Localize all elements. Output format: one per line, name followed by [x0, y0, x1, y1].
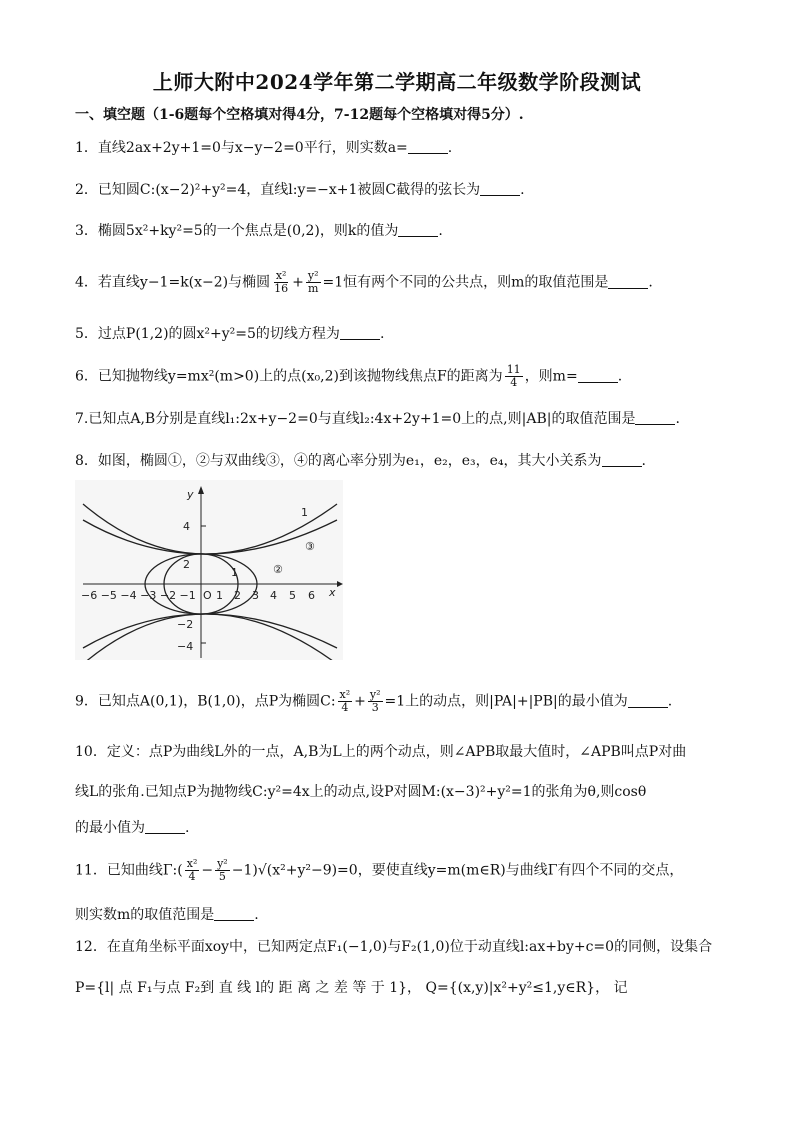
answer-blank[interactable] [214, 906, 254, 921]
question-number: 2． [75, 182, 98, 198]
answer-blank[interactable] [628, 693, 668, 708]
x-tick-label: 3 [252, 589, 259, 602]
denominator: 5 [218, 870, 226, 883]
operator: + [292, 274, 304, 291]
question-7 [75, 408, 680, 430]
question-number: 7. [75, 411, 89, 427]
question-11-line-1 [75, 858, 683, 883]
question-3 [75, 220, 443, 242]
question-number: 8． [75, 453, 98, 469]
denominator: 4 [188, 870, 196, 883]
conic-graph [75, 480, 343, 660]
question-text: 线L的张角.已知点P为抛物线C:y²=4x上的动点,设P对圆M:(x−3)²+y²=1的张角为θ,则cosθ [75, 784, 647, 800]
question-number: 9． [75, 693, 98, 710]
answer-blank[interactable] [145, 819, 185, 834]
question-end: . [447, 140, 453, 156]
question-number: 6． [75, 368, 98, 385]
curve-label-3: ③ [305, 540, 315, 553]
question-text: 定义：点P为曲线L外的一点，A,B为L上的两个动点，则∠APB取最大值时，∠APB叫点P对曲 [106, 744, 687, 760]
origin-label: O [203, 589, 212, 602]
question-4 [75, 270, 653, 295]
answer-blank[interactable] [408, 139, 448, 154]
x-tick-label: 4 [270, 589, 277, 602]
question-text: 已知抛物线y=mx²(m>0)上的点(x₀,2)到该抛物线焦点F的距离为 [97, 368, 503, 385]
answer-blank[interactable] [602, 452, 642, 467]
fraction [215, 858, 230, 883]
fraction [338, 689, 353, 714]
question-text: 过点P(1,2)的圆x²+y²=5的切线方程为 [97, 326, 340, 342]
question-number: 4． [75, 274, 98, 291]
y-tick-label: −2 [177, 618, 194, 631]
y-tick-label: 2 [183, 558, 190, 571]
fraction [368, 689, 383, 714]
operator: + [354, 693, 366, 710]
question-2 [75, 179, 525, 201]
answer-blank[interactable] [608, 274, 648, 289]
x-tick-labels-negative: −6 −5 −4 −3 −2 −1 [81, 589, 196, 602]
fraction [185, 858, 200, 883]
exam-title: 上师大附中2024学年第二学期高二年级数学阶段测试 [152, 70, 642, 94]
question-6 [75, 364, 622, 389]
answer-blank[interactable] [398, 222, 438, 237]
numerator: x² [275, 269, 287, 282]
denominator: 4 [341, 701, 349, 714]
question-10-line-1 [75, 741, 686, 763]
question-end: . [438, 223, 443, 239]
question-number: 12． [75, 939, 107, 955]
denominator: 16 [274, 282, 289, 295]
question-text: 已知点A(0,1)，B(1,0)，点P为椭圆C: [97, 693, 336, 710]
curve-label-2: ② [273, 563, 283, 576]
question-end: . [617, 368, 623, 385]
question-text: =1上的动点，则|PA|+|PB|的最小值为 [384, 693, 628, 710]
x-axis-label: x [329, 586, 336, 599]
question-end: . [379, 326, 385, 342]
answer-blank[interactable] [635, 410, 675, 425]
numerator: y² [369, 688, 381, 701]
question-text: 椭圆5x²+ky²=5的一个焦点是(0,2)，则k的值为 [97, 223, 399, 239]
x-tick-label: 2 [234, 589, 241, 602]
curve-label-inner: 1 [231, 566, 238, 579]
question-text: −1)√(x²+y²−9)=0，要使直线y=m(m∈R)与曲线Γ有四个不同的交点， [231, 862, 684, 879]
question-end: . [520, 182, 525, 198]
question-text: 已知点A,B分别是直线l₁:2x+y−2=0与直线l₂:4x+2y+1=0上的点,则|AB|的取值范围是 [88, 411, 636, 427]
question-text: 若直线y−1=k(x−2)与椭圆 [97, 274, 271, 291]
question-text: ，则m= [524, 368, 578, 385]
question-10-line-3 [75, 817, 189, 839]
question-text: 在直角坐标平面xoy中，已知两定点F₁(−1,0)与F₂(1,0)位于动直线l:ax+by+c=0的同侧，设集合 [106, 939, 713, 955]
question-end: . [667, 693, 673, 710]
fraction [505, 364, 523, 389]
x-tick-label: 5 [289, 589, 296, 602]
answer-blank[interactable] [340, 325, 380, 340]
question-number: 5． [75, 326, 98, 342]
answer-blank[interactable] [480, 181, 520, 196]
fraction [306, 270, 321, 295]
question-12-line-1 [75, 936, 712, 958]
question-end: . [641, 453, 646, 469]
numerator: y² [307, 269, 319, 282]
answer-blank[interactable] [578, 368, 618, 383]
conic-figure [75, 480, 343, 660]
y-tick-label: −4 [177, 640, 194, 653]
question-number: 1． [75, 140, 98, 156]
question-text: 直线2ax+2y+1=0与x−y−2=0平行，则实数a= [97, 140, 408, 156]
question-number: 3． [75, 223, 98, 239]
numerator: y² [217, 857, 228, 870]
question-end: . [675, 411, 680, 427]
operator: − [201, 862, 214, 879]
denominator: 3 [371, 701, 379, 714]
question-end: . [648, 274, 653, 291]
denominator: 4 [510, 376, 518, 389]
question-text: 已知曲线Γ:( [106, 862, 183, 879]
question-end: . [185, 820, 190, 836]
curve-label-1: 1 [301, 506, 308, 519]
fraction [272, 270, 290, 295]
numerator: x² [339, 688, 351, 701]
question-text: 如图，椭圆①，②与双曲线③，④的离心率分别为e₁，e₂，e₃，e₄，其大小关系为 [97, 453, 602, 469]
question-8 [75, 450, 646, 472]
question-number: 11． [75, 862, 107, 879]
numerator: x² [186, 857, 198, 870]
question-text: 已知圆C:(x−2)²+y²=4，直线l:y=−x+1被圆C截得的弦长为 [97, 182, 481, 198]
y-axis-label: y [187, 488, 194, 501]
question-11-line-2 [75, 904, 259, 926]
section-heading: 一、填空题（1-6题每个空格填对得4分，7-12题每个空格填对得5分）. [75, 107, 524, 123]
x-tick-label: 6 [308, 589, 315, 602]
denominator: m [307, 282, 319, 295]
question-1 [75, 137, 452, 159]
question-10-line-2 [75, 781, 646, 803]
y-tick-label: 4 [183, 520, 190, 533]
question-end: . [254, 907, 259, 923]
question-9 [75, 689, 672, 714]
question-number: 10． [75, 744, 107, 760]
question-text: 则实数m的取值范围是 [75, 907, 215, 923]
question-text: =1恒有两个不同的公共点，则m的取值范围是 [322, 274, 609, 291]
x-tick-label: 1 [216, 589, 223, 602]
question-12-line-2 [75, 977, 628, 999]
question-text: P={l| 点 F₁与点 F₂到 直 线 l的 距 离 之 差 等 于 1}， Q={(x,y)|x²+y²≤1,y∈R}， 记 [75, 980, 628, 996]
question-text: 的最小值为 [75, 820, 145, 836]
question-5 [75, 323, 384, 345]
numerator: 11 [506, 363, 521, 376]
